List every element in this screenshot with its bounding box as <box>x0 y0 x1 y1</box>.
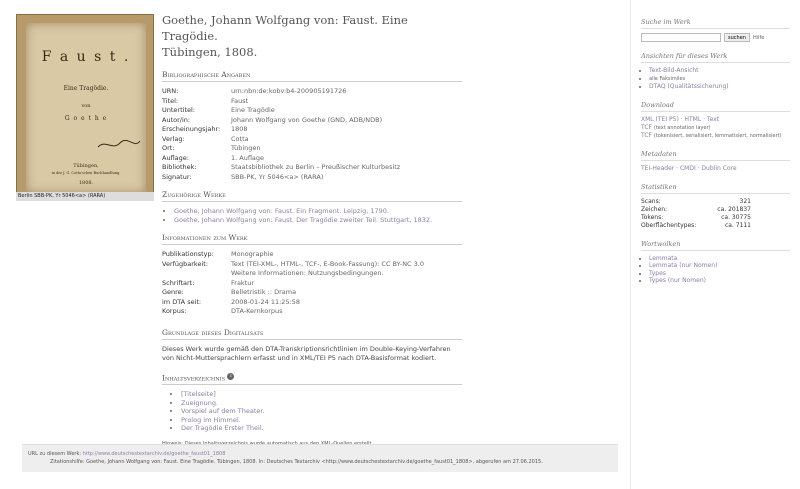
toc-link[interactable]: [Titelseite] <box>181 390 216 398</box>
download-heading: Download <box>641 101 790 112</box>
views-heading: Ansichten für dieses Werk <box>641 52 790 63</box>
title-line-1: Goethe, Johann Wolfgang von: Faust. Eine Tragödie. <box>162 13 408 43</box>
wordclouds-heading: Wortwolken <box>641 240 790 251</box>
stat-key: Tokens: <box>641 213 664 221</box>
biblio-key: Verlag: <box>162 134 185 143</box>
author-link[interactable]: Johann Wolfgang von Goethe (GND, ADB/NDB) <box>231 115 383 124</box>
search-block <box>641 18 790 42</box>
related-list <box>162 207 462 224</box>
title-page-scan <box>26 23 146 193</box>
related-link[interactable]: Goethe, Johann Wolfgang von: Faust. Der Tragödie zweiter Teil. Stuttgart, 1832. <box>174 215 433 224</box>
basis-text <box>162 345 462 363</box>
biblio-key: Signatur: <box>162 172 192 181</box>
info-value: Fraktur <box>231 278 255 287</box>
work-url-link[interactable]: http://www.deutschestextarchiv.de/goethe_faust01_1808 <box>82 451 226 457</box>
metadata-links[interactable]: TEI-Header · CMDI · Dublin Core <box>641 164 737 172</box>
info-key: Verfügbarkeit: <box>162 259 209 268</box>
title-line-2: Tübingen, 1808. <box>162 45 258 59</box>
info-value: Monographie <box>231 250 274 258</box>
biblio-value: Tübingen <box>231 144 261 152</box>
biblio-value: 1. Auflage <box>231 153 265 162</box>
info-heading: Informationen zum Werk <box>162 233 462 245</box>
tcf-note: (tokenisiert, serialisiert, lemmatisiert, normalisiert) <box>653 132 782 139</box>
corpus-link[interactable]: DTA-Kernkorpus <box>231 307 283 315</box>
metadata-block <box>641 150 790 173</box>
wordcloud-item[interactable] <box>649 255 790 263</box>
stat-value: 321 <box>739 197 751 205</box>
biblio-key: Bibliothek: <box>162 163 197 171</box>
biblio-key: Ort: <box>162 144 175 152</box>
sidebar <box>630 0 800 489</box>
biblio-value: Faust <box>231 96 249 105</box>
download-tcf-row <box>641 132 790 140</box>
related-item[interactable] <box>174 216 462 225</box>
info-key: im DTA seit: <box>162 297 202 306</box>
wordcloud-item[interactable] <box>649 262 790 270</box>
info-key <box>162 269 231 278</box>
view-item[interactable] <box>649 75 790 84</box>
info-key: Genre: <box>162 288 184 296</box>
cover-subtitle: Eine Tragödie. <box>63 85 109 92</box>
stats-heading: Statistiken <box>641 183 790 194</box>
metadata-heading: Metadaten <box>641 150 790 161</box>
biblio-value: SBB-PK, Yr 5046<a> (RARA) <box>231 172 324 181</box>
info-value: 2008-01-24 11:25:58 <box>231 297 301 306</box>
cover-place: Tübingen, <box>73 163 99 169</box>
view-item[interactable] <box>649 67 790 75</box>
search-input[interactable] <box>641 33 721 42</box>
wordcloud-item[interactable] <box>649 277 790 285</box>
toc-link[interactable]: Der Tragödie Erster Theil. <box>181 424 264 432</box>
basis-heading: Grundlage dieses Digitalisats <box>162 328 462 340</box>
wordcloud-link[interactable]: Lemmata <box>649 254 678 262</box>
title-page-thumbnail[interactable] <box>16 14 154 200</box>
wordcloud-item[interactable] <box>649 270 790 278</box>
toc-link[interactable]: Zueignung. <box>181 398 219 407</box>
search-heading: Suche im Werk <box>641 18 790 29</box>
basis-line-2: von Nicht-Muttersprachlern erfasst und in XML/TEI P5 nach DTA-Basisformat kodiert. <box>162 353 437 362</box>
biblio-value: Staatsbibliothek zu Berlin – Preußischer Kulturbesitz <box>231 163 401 171</box>
citation-footer <box>22 444 618 472</box>
wordcloud-link[interactable]: Types <box>649 269 666 277</box>
cite-label: Zitationshilfe: <box>50 459 85 465</box>
toc-item[interactable] <box>181 390 462 399</box>
help-link[interactable]: Hilfe <box>752 34 765 41</box>
info-key: Korpus: <box>162 307 187 315</box>
view-link[interactable]: Text-Bild-Ansicht <box>649 67 699 74</box>
related-item[interactable] <box>174 207 462 216</box>
cover-author: G o e t h e <box>64 115 108 122</box>
search-row <box>641 33 790 42</box>
download-tcf-link[interactable]: TCF <box>641 131 652 139</box>
biblio-value: Eine Tragödie <box>231 106 275 114</box>
genre-link[interactable]: Belletristik :: Drama <box>231 288 297 296</box>
info-icon[interactable]: i <box>227 373 234 380</box>
search-button[interactable]: suchen <box>724 33 750 42</box>
biblio-value: Cotta <box>231 134 249 143</box>
cover-publisher: in der J. G. Cotta'schen Buchhandlung. <box>51 171 121 175</box>
stat-value: ca. 30775 <box>721 213 751 221</box>
page-title <box>162 12 462 60</box>
views-block <box>641 52 790 91</box>
url-row <box>28 450 612 458</box>
wordcloud-link[interactable]: Lemmata (nur Nomen) <box>649 262 718 269</box>
biblio-key: Autor/in: <box>162 115 191 124</box>
toc-item[interactable] <box>181 416 462 425</box>
info-table <box>162 250 462 316</box>
related-link[interactable]: Goethe, Johann Wolfgang von: Faust. Ein Fragment. Leipzig, 1790. <box>174 207 389 215</box>
toc-item[interactable] <box>181 399 462 408</box>
tcf-note: (text annotation layer) <box>653 124 711 131</box>
cite-row <box>28 458 612 466</box>
biblio-table <box>162 87 462 181</box>
basis-line-1: Dieses Werk wurde gemäß den DTA-Transkriptionsrichtlinien im Double-Keying-Verfahren <box>162 344 451 353</box>
view-link[interactable]: alle Faksimiles <box>649 75 686 82</box>
url-label: URL zu diesem Werk: <box>28 451 82 457</box>
download-xml-html-text[interactable]: XML (TEI P5) · HTML · Text <box>641 115 720 123</box>
views-list <box>641 67 790 91</box>
info-key: Schriftart: <box>162 278 195 287</box>
toc-heading-label: Inhaltsverzeichnis <box>162 373 226 382</box>
info-key: Publikationstyp: <box>162 250 214 258</box>
cover-caption: Berlin SBB-PK, Yr 5046<a> (RARA) <box>16 192 154 201</box>
license-info[interactable]: Weitere Informationen: Nutzungsbedingungen. <box>231 269 384 277</box>
download-tcf-link[interactable]: TCF <box>641 123 652 131</box>
biblio-key: Auflage: <box>162 153 189 162</box>
download-tcf-row <box>641 124 790 132</box>
toc-link[interactable]: Vorspiel auf dem Theater. <box>181 407 265 415</box>
stat-value: ca. 201837 <box>717 205 751 213</box>
wordcloud-link[interactable]: Types (nur Nomen) <box>649 277 706 284</box>
biblio-heading: Bibliographische Angaben <box>162 70 462 82</box>
availability-value[interactable]: Text (TEI-XML-, HTML-, TCF-, E-Book-Fassung): CC BY-NC 3.0 <box>231 259 425 268</box>
stat-value: ca. 7111 <box>724 221 751 229</box>
biblio-key: Untertitel: <box>162 106 195 114</box>
main-content <box>162 12 462 447</box>
cover-year: 1808. <box>78 180 94 186</box>
toc-heading <box>162 373 462 386</box>
wordclouds-list <box>641 255 790 285</box>
toc-link[interactable]: Prolog im Himmel. <box>181 415 241 424</box>
signature-scribble-icon <box>96 135 142 155</box>
biblio-value: 1808 <box>231 125 248 133</box>
toc-item[interactable] <box>181 407 462 416</box>
stat-key: Scans: <box>641 197 661 205</box>
stats-table <box>641 198 790 230</box>
cover-by: von <box>81 103 91 109</box>
stats-block <box>641 183 790 230</box>
toc-item[interactable] <box>181 424 462 433</box>
related-heading: Zugehörige Werke <box>162 190 462 202</box>
biblio-key: Titel: <box>162 96 179 105</box>
cite-text: Goethe, Johann Wolfgang von: Faust. Eine Tragödie. Tübingen, 1808. In: Deutsches Textarchiv <http://www.deutschestextarchiv.de/goethe_faust01_1808>, abgerufen am 27.06.2015. <box>86 459 543 465</box>
toc-list <box>162 390 462 433</box>
view-item[interactable] <box>649 83 790 91</box>
biblio-key: URN: <box>162 87 179 95</box>
stat-key: Zeichen: <box>641 205 668 213</box>
biblio-value: urn:nbn:de:kobv:b4-200905191726 <box>231 87 347 95</box>
stat-key: Oberflächentypes: <box>641 221 697 229</box>
view-link[interactable]: DTAQ (Qualitätssicherung) <box>649 83 729 90</box>
download-block <box>641 101 790 140</box>
cover-title: F a u s t . <box>41 49 131 65</box>
biblio-key: Erscheinungsjahr: <box>162 125 221 133</box>
wordclouds-block <box>641 240 790 285</box>
